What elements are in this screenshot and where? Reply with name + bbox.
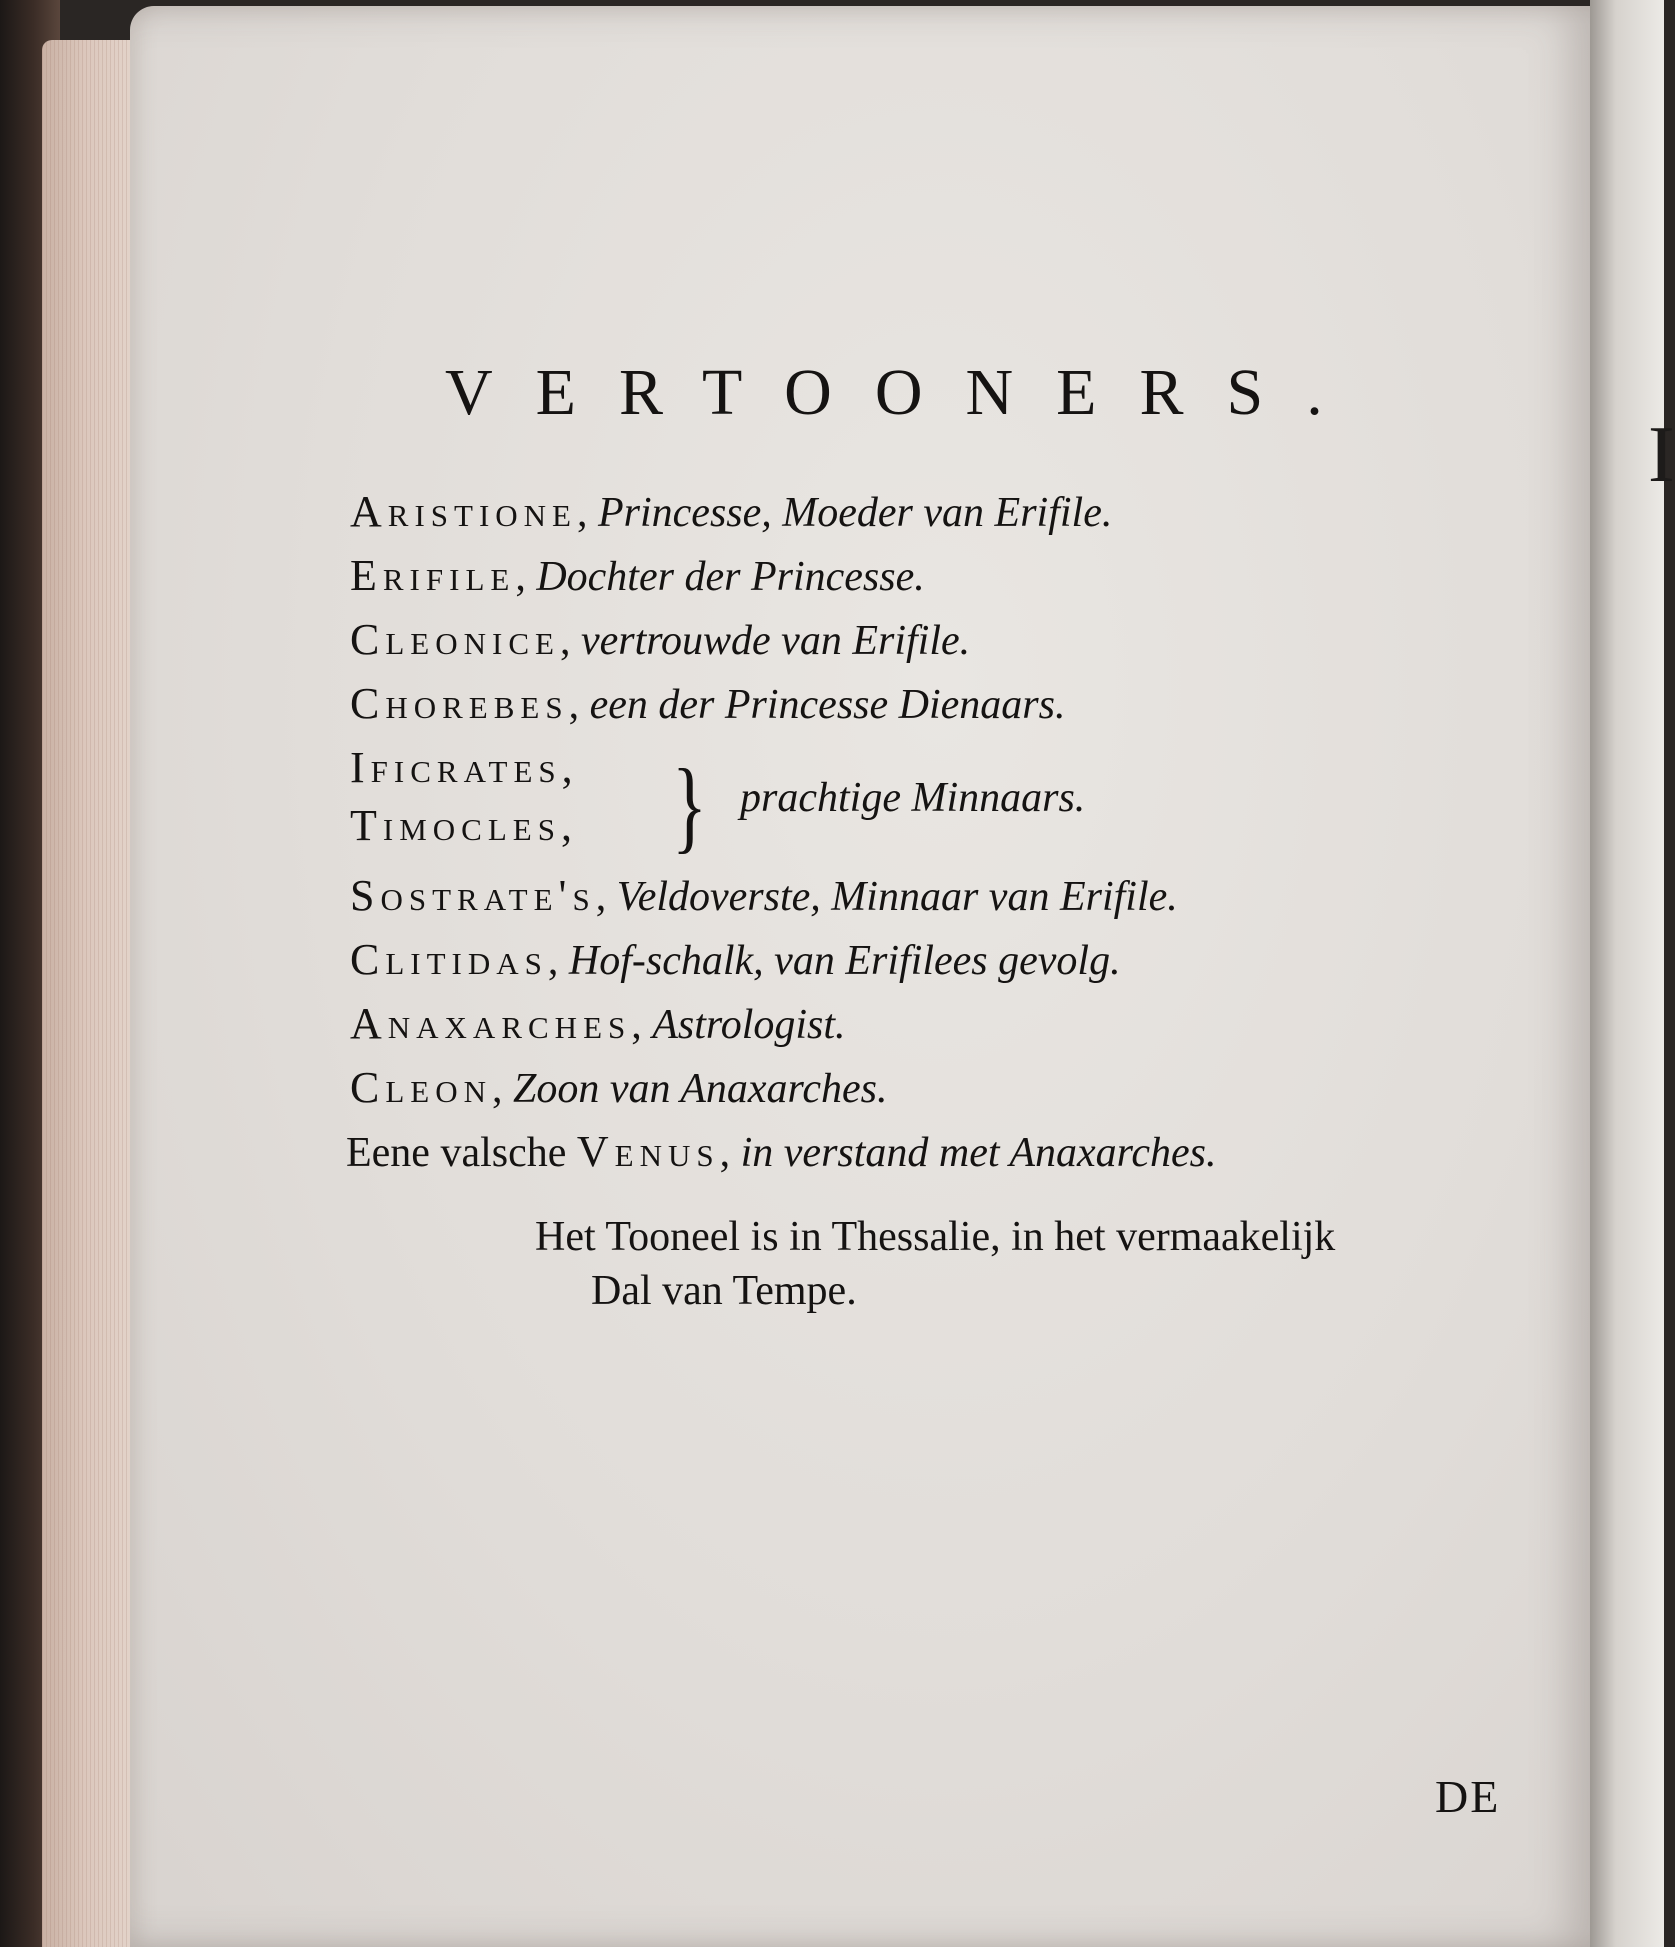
- separator: ,: [577, 490, 598, 536]
- curly-brace: }: [672, 748, 707, 863]
- character-name: Venus: [576, 1127, 720, 1176]
- scene-line: Het Tooneel is in Thessalie, in het vermaakelijk: [535, 1214, 1336, 1260]
- character-name: Aristione: [350, 487, 577, 536]
- separator: ,: [595, 874, 617, 920]
- character-description: Astrologist.: [652, 1002, 846, 1048]
- character-name: Sostrate's: [350, 871, 596, 920]
- character-name: Timocles,: [350, 801, 578, 850]
- cast-entry: [350, 928, 1530, 992]
- separator: ,: [515, 554, 537, 600]
- character-name: Chorebes: [350, 679, 569, 728]
- separator: ,: [631, 1002, 653, 1048]
- character-description: prachtige Minnaars.: [740, 775, 1086, 821]
- character-name: Ificrates,: [350, 743, 579, 792]
- separator: ,: [559, 618, 581, 664]
- character-description: Veldoverste, Minnaar van Erifile.: [616, 874, 1178, 920]
- cast-entry: [350, 672, 1530, 736]
- cast-entry: [350, 608, 1530, 672]
- character-name: Anaxarches: [350, 999, 632, 1048]
- separator: ,: [547, 938, 569, 984]
- cast-entry: [350, 992, 1530, 1056]
- scene-note: [535, 1210, 1535, 1318]
- catchword: DE: [1435, 1771, 1501, 1822]
- character-description: een der Princesse Dienaars.: [589, 682, 1066, 728]
- cast-entry: [350, 480, 1530, 544]
- scene-line: Dal van Tempe.: [591, 1268, 857, 1314]
- separator: ,: [492, 1066, 513, 1112]
- character-description: Princesse, Moeder van Erifile.: [598, 490, 1113, 536]
- character-name: Cleonice: [350, 615, 560, 664]
- separator: ,: [568, 682, 590, 728]
- character-name: Erifile: [350, 551, 516, 600]
- cast-entry: [350, 544, 1530, 608]
- cast-entry: [346, 1120, 1530, 1184]
- character-prefix: Eene valsche: [346, 1130, 577, 1176]
- character-name: Cleon: [350, 1063, 492, 1112]
- facing-page-letter-fragment: I: [1648, 411, 1675, 499]
- cast-entry: [350, 864, 1530, 928]
- character-description: in verstand met Anaxarches.: [740, 1130, 1217, 1176]
- character-description: Dochter der Princesse.: [536, 554, 925, 600]
- cast-entry-bracketed-pair: [350, 736, 1530, 864]
- cast-list: [346, 480, 1530, 1184]
- character-description: Zoon van Anaxarches.: [513, 1066, 888, 1112]
- facing-page: [1590, 0, 1664, 1947]
- cast-entry: [350, 1056, 1530, 1120]
- page-heading: VERTOONERS.: [445, 356, 1366, 429]
- character-name: Clitidas: [350, 935, 548, 984]
- character-description: Hof-schalk, van Erifilees gevolg.: [568, 938, 1121, 984]
- separator: ,: [719, 1130, 741, 1176]
- character-description: vertrouwde van Erifile.: [580, 618, 971, 664]
